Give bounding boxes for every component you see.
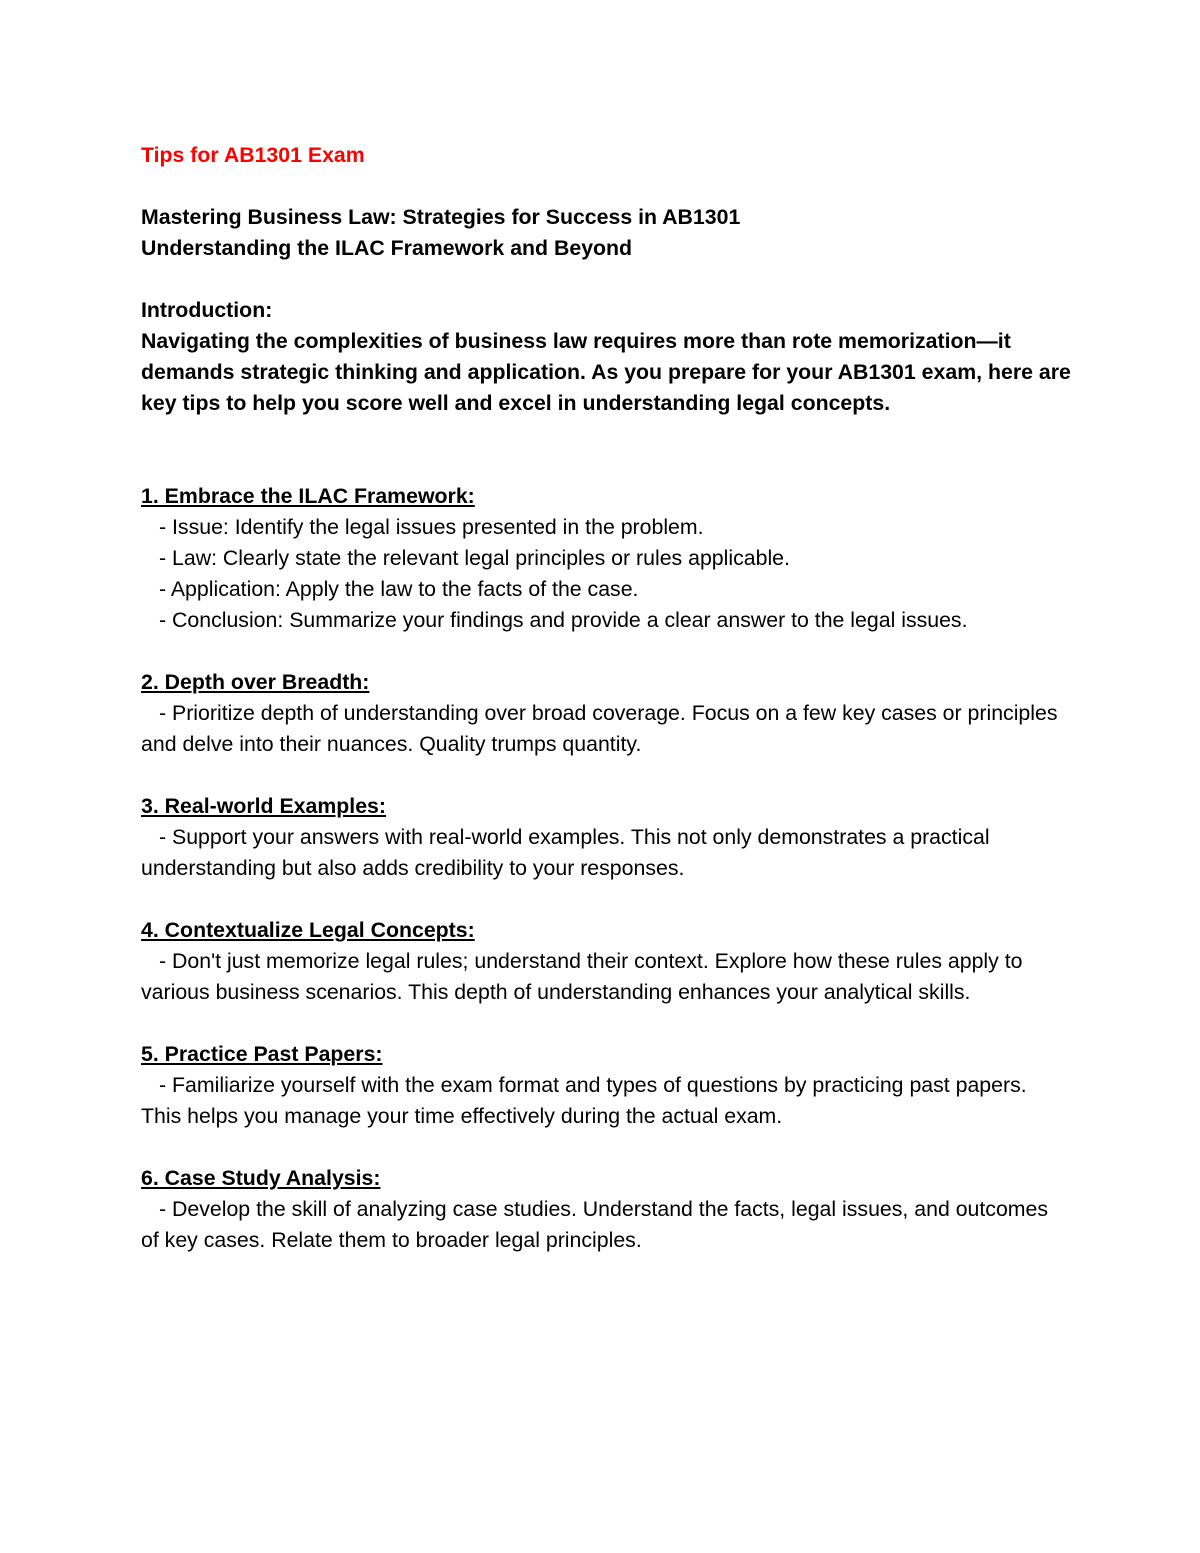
- section-line: - Application: Apply the law to the facts of the case.: [159, 577, 639, 601]
- section-line: - Issue: Identify the legal issues presented in the problem.: [159, 515, 704, 539]
- section-line: - Law: Clearly state the relevant legal principles or rules applicable.: [159, 546, 790, 570]
- section-line-text: - Familiarize yourself with the exam format and types of questions by practicing past papers. This helps you manage your time effectively during the actual exam.: [141, 1073, 1027, 1128]
- spacer: [141, 760, 1071, 791]
- spacer: [141, 171, 1071, 202]
- section-line-text: - Develop the skill of analyzing case studies. Understand the facts, legal issues, and outcomes of key cases. Relate them to broader legal principles.: [141, 1197, 1049, 1252]
- section-line: - Conclusion: Summarize your findings and provide a clear answer to the legal issues.: [159, 608, 968, 632]
- spacer: [141, 636, 1071, 667]
- section-line-text: - Prioritize depth of understanding over broad coverage. Focus on a few key cases or principles and delve into their nuances. Quality trumps quantity.: [141, 701, 1058, 756]
- section-heading: 6. Case Study Analysis:: [141, 1166, 381, 1190]
- section-practice-past-papers: [141, 1039, 1071, 1132]
- section-heading: 1. Embrace the ILAC Framework:: [141, 484, 475, 508]
- section-heading: 3. Real-world Examples:: [141, 794, 386, 818]
- section-heading: 4. Contextualize Legal Concepts:: [141, 918, 475, 942]
- section-line: [141, 1070, 1071, 1132]
- section-line-text: - Don't just memorize legal rules; understand their context. Explore how these rules apply to various business scenarios. This depth of understanding enhances your analytical skills.: [141, 949, 1023, 1004]
- section-depth-over-breadth: [141, 667, 1071, 760]
- spacer: [141, 1008, 1071, 1039]
- section-contextualize-legal-concepts: [141, 915, 1071, 1008]
- document-subtitle-1: Mastering Business Law: Strategies for Success in AB1301: [141, 205, 741, 229]
- section-line: [141, 698, 1071, 760]
- spacer: [141, 264, 1071, 295]
- section-line: [141, 822, 1071, 884]
- document-title: Tips for AB1301 Exam: [141, 143, 365, 167]
- spacer: [141, 419, 1071, 481]
- intro-paragraph: Navigating the complexities of business law requires more than rote memorization—it demands strategic thinking and application. As you prepare for your AB1301 exam, here are key tips to help you score well and excel in understanding legal concepts.: [141, 329, 1071, 415]
- section-line: [141, 946, 1071, 1008]
- spacer: [141, 1132, 1071, 1163]
- section-heading: 2. Depth over Breadth:: [141, 670, 370, 694]
- intro-label: Introduction:: [141, 298, 273, 322]
- section-case-study-analysis: [141, 1163, 1071, 1256]
- section-real-world-examples: [141, 791, 1071, 884]
- spacer: [141, 884, 1071, 915]
- section-ilac-framework: [141, 481, 1071, 636]
- section-line-text: - Support your answers with real-world examples. This not only demonstrates a practical understanding but also adds credibility to your responses.: [141, 825, 990, 880]
- document-body: [141, 140, 1071, 1256]
- section-line: [141, 1194, 1071, 1256]
- document-subtitle-2: Understanding the ILAC Framework and Beyond: [141, 236, 633, 260]
- section-heading: 5. Practice Past Papers:: [141, 1042, 383, 1066]
